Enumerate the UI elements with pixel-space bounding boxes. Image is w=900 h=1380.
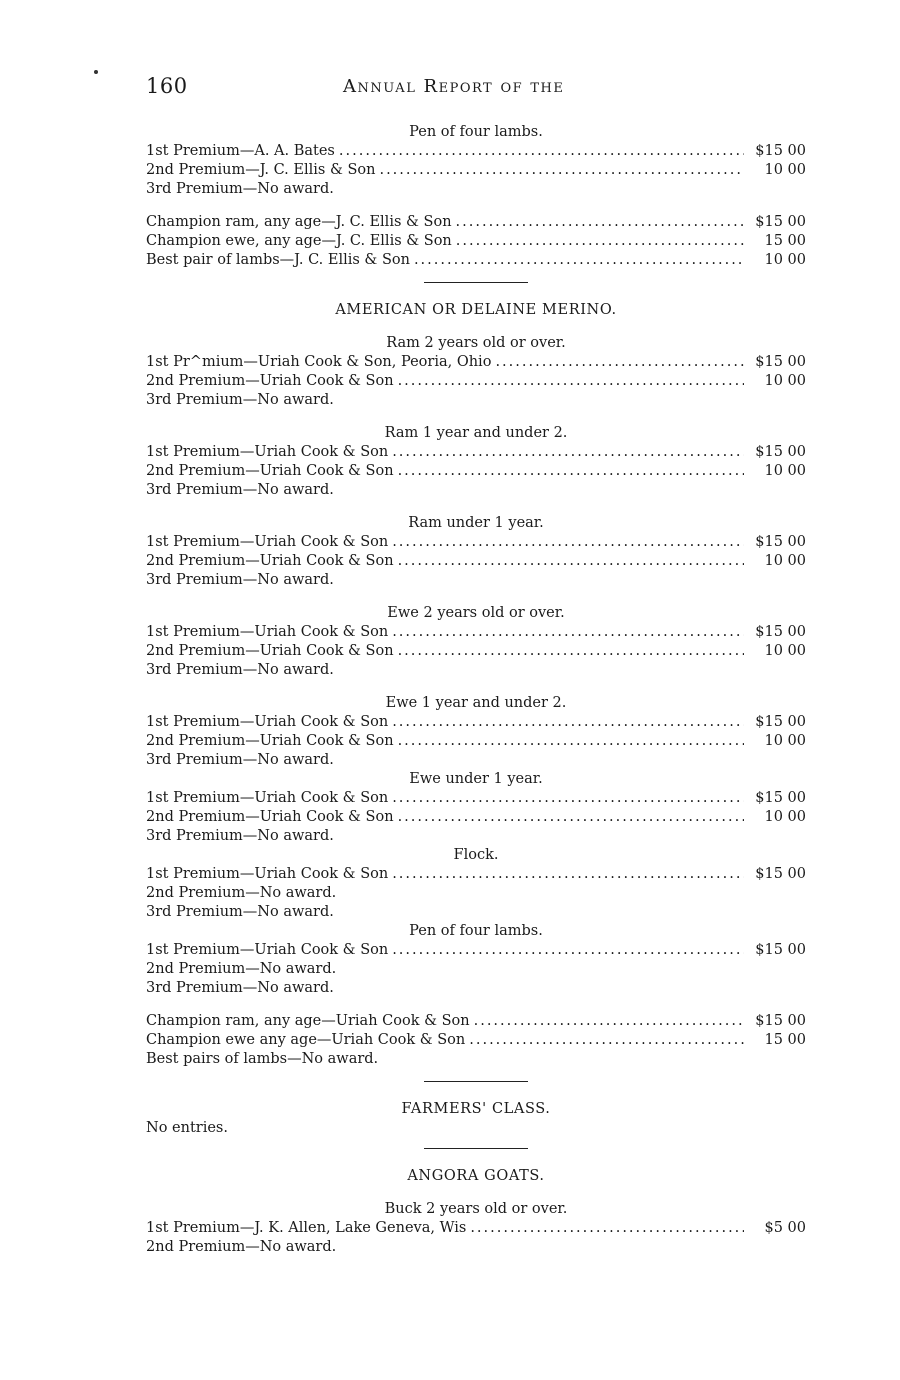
award-line	[146, 1238, 806, 1257]
class-title: Flock.	[453, 847, 499, 863]
award-line	[146, 960, 806, 979]
dot-leader	[398, 642, 744, 661]
award-text: 2nd Premium—Uriah Cook & Son	[146, 643, 394, 659]
dot-leader	[392, 443, 744, 462]
dot-leader	[339, 142, 744, 161]
award-text: 3rd Premium—No award.	[146, 392, 334, 408]
award-line	[146, 443, 806, 462]
award-amount: 10 00	[764, 553, 806, 569]
champion-amount: 10 00	[764, 252, 806, 268]
champion-text: Champion ram, any age—Uriah Cook & Son	[146, 1013, 470, 1029]
award-text: 1st Premium—J. K. Allen, Lake Geneva, Wis	[146, 1220, 467, 1236]
award-line	[146, 642, 806, 661]
award-text: 1st Premium—Uriah Cook & Son	[146, 942, 389, 958]
award-amount: 10 00	[764, 643, 806, 659]
award-amount: 10 00	[764, 373, 806, 389]
award-amount: $15 00	[755, 866, 806, 882]
award-amount: $15 00	[755, 354, 806, 370]
award-line	[146, 979, 806, 998]
award-line	[146, 180, 806, 199]
award-text: 2nd Premium—No award.	[146, 1239, 337, 1255]
award-text: 2nd Premium—Uriah Cook & Son	[146, 733, 394, 749]
class-title: Ram 1 year and under 2.	[384, 425, 568, 441]
award-text: 1st Premium—Uriah Cook & Son	[146, 866, 389, 882]
award-line	[146, 903, 806, 922]
class-title: Ram 2 years old or over.	[386, 335, 566, 351]
award-text: 3rd Premium—No award.	[146, 181, 334, 197]
page-body	[146, 123, 806, 1257]
award-text: 3rd Premium—No award.	[146, 904, 334, 920]
award-text: 2nd Premium—Uriah Cook & Son	[146, 553, 394, 569]
champion-text: Champion ewe any age—Uriah Cook & Son	[146, 1032, 466, 1048]
award-line	[146, 142, 806, 161]
award-line	[146, 732, 806, 751]
award-text: 1st Premium—Uriah Cook & Son	[146, 790, 389, 806]
award-text: 2nd Premium—J. C. Ellis & Son	[146, 162, 376, 178]
dot-leader	[398, 732, 744, 751]
award-text: 3rd Premium—No award.	[146, 752, 334, 768]
award-text: 1st Premium—Uriah Cook & Son	[146, 444, 389, 460]
award-line	[146, 353, 806, 372]
award-text: 3rd Premium—No award.	[146, 482, 334, 498]
class-title: Buck 2 years old or over.	[384, 1201, 568, 1217]
award-amount: 10 00	[764, 162, 806, 178]
class-title: Pen of four lambs.	[409, 124, 543, 140]
award-text: 1st Premium—Uriah Cook & Son	[146, 534, 389, 550]
dot-leader	[398, 808, 744, 827]
champion-line	[146, 1012, 806, 1031]
award-line	[146, 661, 806, 680]
award-amount: $15 00	[755, 714, 806, 730]
dot-leader	[392, 533, 744, 552]
champion-amount: 15 00	[764, 1032, 806, 1048]
dot-leader	[392, 789, 744, 808]
award-line	[146, 623, 806, 642]
award-line	[146, 865, 806, 884]
award-line	[146, 533, 806, 552]
award-line	[146, 713, 806, 732]
award-amount: $15 00	[755, 143, 806, 159]
award-amount: $15 00	[755, 624, 806, 640]
award-line	[146, 789, 806, 808]
champion-text: Best pair of lambs—J. C. Ellis & Son	[146, 252, 410, 268]
no-entries-note: No entries.	[146, 1120, 228, 1136]
dot-leader	[379, 161, 744, 180]
award-text: 2nd Premium—Uriah Cook & Son	[146, 373, 394, 389]
page-header	[146, 74, 806, 104]
dot-leader	[392, 623, 744, 642]
dot-leader	[398, 372, 744, 391]
running-head: Annual Report of the	[343, 76, 565, 97]
dot-leader	[474, 1012, 744, 1031]
award-line	[146, 941, 806, 960]
ink-speck	[94, 70, 98, 74]
award-text: 1st Premium—Uriah Cook & Son	[146, 624, 389, 640]
champion-amount: $15 00	[755, 1013, 806, 1029]
award-line	[146, 827, 806, 846]
award-line	[146, 751, 806, 770]
award-line	[146, 808, 806, 827]
award-line	[146, 1219, 806, 1238]
award-text: 1st Premium—A. A. Bates	[146, 143, 335, 159]
award-line	[146, 161, 806, 180]
champion-line	[146, 251, 806, 270]
champion-line	[146, 1031, 806, 1050]
page-number: 160	[146, 74, 188, 98]
award-line	[146, 462, 806, 481]
class-title: Ewe under 1 year.	[409, 771, 543, 787]
dot-leader	[392, 713, 744, 732]
award-line	[146, 552, 806, 571]
award-text: 2nd Premium—Uriah Cook & Son	[146, 809, 394, 825]
champion-line	[146, 1050, 806, 1069]
award-amount: $5 00	[764, 1220, 806, 1236]
dot-leader	[398, 462, 744, 481]
note-line	[146, 1119, 806, 1138]
dot-leader	[470, 1219, 744, 1238]
dot-leader	[414, 251, 744, 270]
award-text: 1st Pr^mium—Uriah Cook & Son, Peoria, Ohio	[146, 354, 492, 370]
class-title: Ewe 2 years old or over.	[387, 605, 565, 621]
champion-line	[146, 232, 806, 251]
award-amount: $15 00	[755, 444, 806, 460]
award-amount: $15 00	[755, 790, 806, 806]
champion-amount: $15 00	[755, 214, 806, 230]
award-line	[146, 372, 806, 391]
award-text: 3rd Premium—No award.	[146, 828, 334, 844]
dot-leader	[392, 941, 744, 960]
award-amount: 10 00	[764, 463, 806, 479]
champion-amount: 15 00	[764, 233, 806, 249]
class-title: Ewe 1 year and under 2.	[385, 695, 567, 711]
champion-text: Champion ram, any age—J. C. Ellis & Son	[146, 214, 452, 230]
award-text: 3rd Premium—No award.	[146, 572, 334, 588]
award-line	[146, 481, 806, 500]
award-text: 3rd Premium—No award.	[146, 662, 334, 678]
dot-leader	[392, 865, 744, 884]
award-amount: 10 00	[764, 809, 806, 825]
award-line	[146, 884, 806, 903]
section-title: ANGORA GOATS.	[407, 1168, 545, 1184]
dot-leader	[398, 552, 744, 571]
champion-line	[146, 213, 806, 232]
award-amount: $15 00	[755, 942, 806, 958]
award-text: 2nd Premium—No award.	[146, 885, 337, 901]
dot-leader	[495, 353, 744, 372]
award-text: 2nd Premium—No award.	[146, 961, 337, 977]
champion-text: Best pairs of lambs—No award.	[146, 1051, 379, 1067]
dot-leader	[469, 1031, 744, 1050]
award-amount: $15 00	[755, 534, 806, 550]
award-amount: 10 00	[764, 733, 806, 749]
dot-leader	[456, 213, 744, 232]
section-title: FARMERS' CLASS.	[401, 1101, 551, 1117]
class-title: Ram under 1 year.	[408, 515, 544, 531]
class-title: Pen of four lambs.	[409, 923, 543, 939]
award-line	[146, 391, 806, 410]
section-title: AMERICAN OR DELAINE MERINO.	[335, 302, 617, 318]
dot-leader	[456, 232, 744, 251]
champion-text: Champion ewe, any age—J. C. Ellis & Son	[146, 233, 452, 249]
award-text: 2nd Premium—Uriah Cook & Son	[146, 463, 394, 479]
award-line	[146, 571, 806, 590]
award-text: 3rd Premium—No award.	[146, 980, 334, 996]
award-text: 1st Premium—Uriah Cook & Son	[146, 714, 389, 730]
